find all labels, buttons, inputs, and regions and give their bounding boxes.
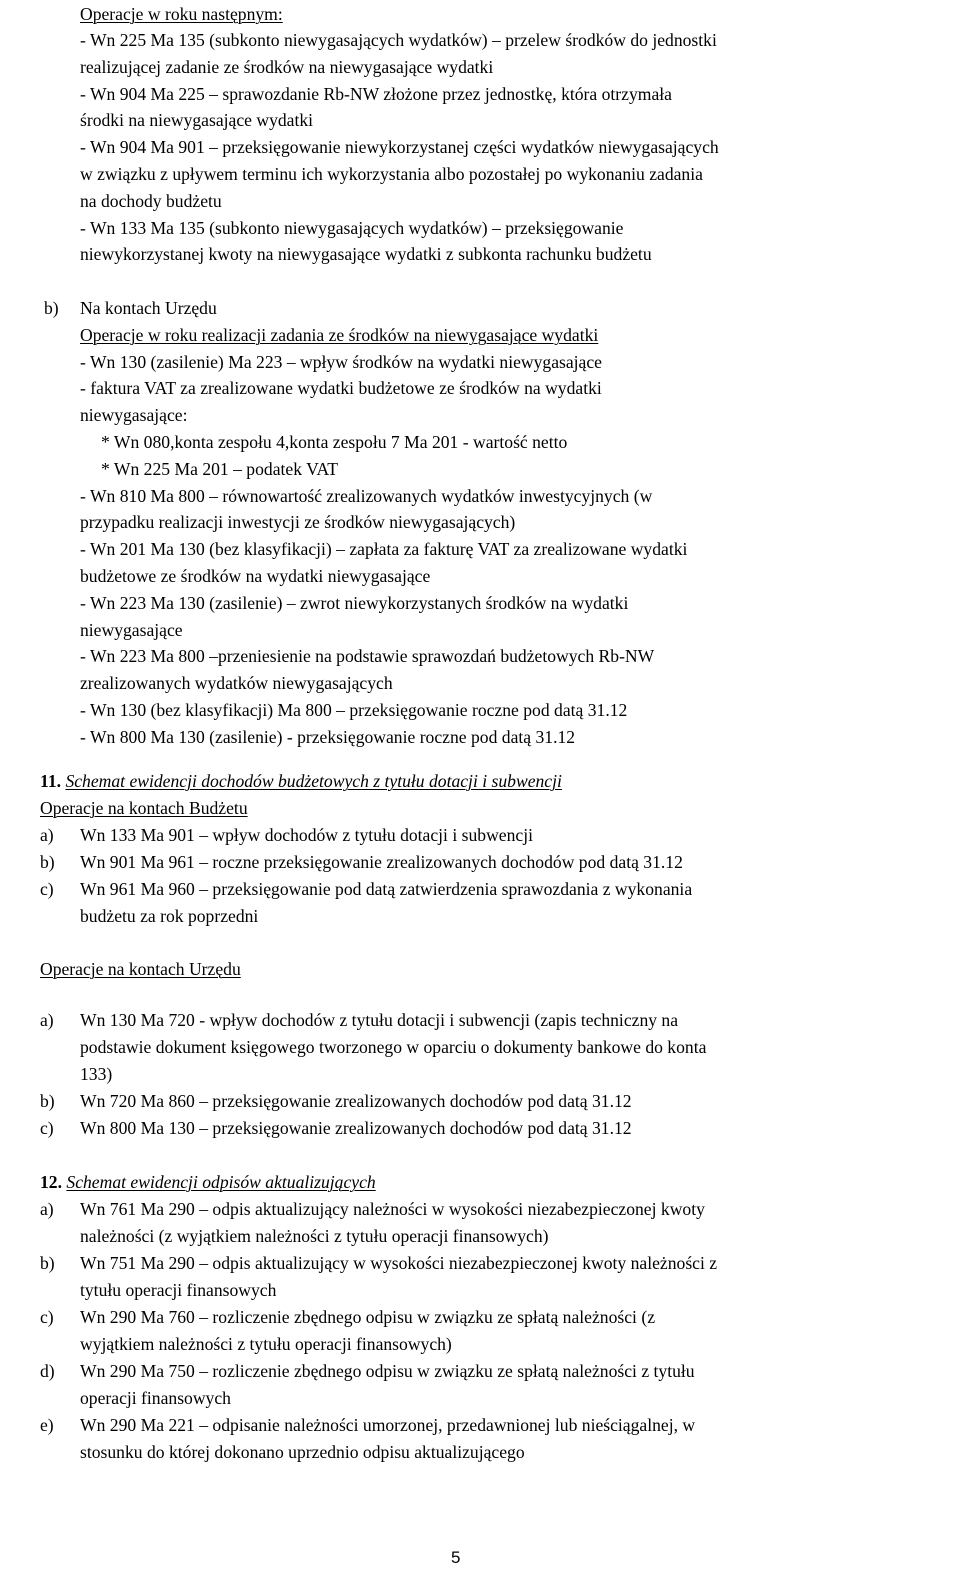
text-line: zrealizowanych wydatków niewygasających bbox=[80, 673, 393, 693]
text-line: - Wn 904 Ma 225 – sprawozdanie Rb-NW złożone przez jednostkę, która otrzymała bbox=[80, 84, 672, 104]
list-marker: b) bbox=[40, 1253, 55, 1273]
list-marker: e) bbox=[40, 1415, 54, 1435]
list-item-cont: wyjątkiem należności z tytułu operacji finansowych) bbox=[80, 1334, 452, 1354]
subheading-next-year: Operacje w roku następnym: bbox=[80, 4, 283, 24]
list-item: Wn 751 Ma 290 – odpis aktualizujący w wysokości niezabezpieczonej kwoty należności z bbox=[80, 1253, 718, 1273]
subheading-office: Na kontach Urzędu bbox=[80, 298, 217, 318]
list-item: Wn 290 Ma 221 – odpisanie należności umorzonej, przedawnionej lub nieściągalnej, w bbox=[80, 1415, 696, 1435]
text-line: przypadku realizacji inwestycji ze środków niewygasających) bbox=[80, 512, 516, 532]
list-marker: c) bbox=[40, 879, 54, 899]
text-line: - faktura VAT za zrealizowane wydatki budżetowe ze środków na wydatki bbox=[80, 378, 602, 398]
text-line: budżetowe ze środków na wydatki niewygasające bbox=[80, 566, 431, 586]
text-line: środki na niewygasające wydatki bbox=[80, 110, 314, 130]
text-line: realizującej zadanie ze środków na niewygasające wydatki bbox=[80, 57, 494, 77]
list-item: Wn 901 Ma 961 – roczne przeksięgowanie zrealizowanych dochodów pod datą 31.12 bbox=[80, 852, 683, 872]
list-marker: b) bbox=[44, 298, 59, 318]
subheading-budget-accounts: Operacje na kontach Budżetu bbox=[40, 798, 248, 818]
list-item: Wn 133 Ma 901 – wpływ dochodów z tytułu dotacji i subwencji bbox=[80, 825, 533, 845]
list-marker: c) bbox=[40, 1307, 54, 1327]
text-line: - Wn 800 Ma 130 (zasilenie) - przeksięgowanie roczne pod datą 31.12 bbox=[80, 727, 576, 747]
subheading-current-year: Operacje w roku realizacji zadania ze środków na niewygasające wydatki bbox=[80, 325, 599, 345]
list-item: Wn 761 Ma 290 – odpis aktualizujący należności w wysokości niezabezpieczonej kwoty bbox=[80, 1199, 705, 1219]
list-marker: b) bbox=[40, 1091, 55, 1111]
text-line: - Wn 133 Ma 135 (subkonto niewygasających wydatków) – przeksięgowanie bbox=[80, 218, 624, 238]
section-number: 12. bbox=[40, 1172, 62, 1192]
list-item: Wn 290 Ma 760 – rozliczenie zbędnego odpisu w związku ze spłatą należności (z bbox=[80, 1307, 656, 1327]
list-marker: b) bbox=[40, 852, 55, 872]
text-line: - Wn 810 Ma 800 – równowartość zrealizowanych wydatków inwestycyjnych (w bbox=[80, 486, 653, 506]
section-12-heading bbox=[40, 1174, 376, 1192]
list-item-cont: 133) bbox=[80, 1064, 113, 1084]
section-11-heading bbox=[40, 773, 562, 791]
list-marker: a) bbox=[40, 825, 54, 845]
list-item: Wn 720 Ma 860 – przeksięgowanie zrealizowanych dochodów pod datą 31.12 bbox=[80, 1091, 632, 1111]
text-line: - Wn 201 Ma 130 (bez klasyfikacji) – zapłata za fakturę VAT za zrealizowane wydatki bbox=[80, 539, 688, 559]
list-marker: c) bbox=[40, 1118, 54, 1138]
text-line: - Wn 225 Ma 135 (subkonto niewygasających wydatków) – przelew środków do jednostki bbox=[80, 30, 717, 50]
subheading-office-accounts: Operacje na kontach Urzędu bbox=[40, 959, 241, 979]
section-title: Schemat ewidencji odpisów aktualizujących bbox=[66, 1172, 376, 1192]
list-item: Wn 961 Ma 960 – przeksięgowanie pod datą zatwierdzenia sprawozdania z wykonania bbox=[80, 879, 693, 899]
section-number: 11. bbox=[40, 771, 62, 791]
text-line: w związku z upływem terminu ich wykorzystania albo pozostałej po wykonaniu zadania bbox=[80, 164, 703, 184]
list-item-cont: budżetu za rok poprzedni bbox=[80, 906, 259, 926]
text-line: - Wn 904 Ma 901 – przeksięgowanie niewykorzystanej części wydatków niewygasających bbox=[80, 137, 719, 157]
list-item: Wn 130 Ma 720 - wpływ dochodów z tytułu dotacji i subwencji (zapis techniczny na bbox=[80, 1010, 679, 1030]
text-line: na dochody budżetu bbox=[80, 191, 222, 211]
page-number: 5 bbox=[451, 1548, 461, 1567]
text-line: - Wn 223 Ma 130 (zasilenie) – zwrot niewykorzystanych środków na wydatki bbox=[80, 593, 629, 613]
list-item: Wn 800 Ma 130 – przeksięgowanie zrealizowanych dochodów pod datą 31.12 bbox=[80, 1118, 632, 1138]
list-item: Wn 290 Ma 750 – rozliczenie zbędnego odpisu w związku ze spłatą należności z tytułu bbox=[80, 1361, 695, 1381]
text-line: * Wn 225 Ma 201 – podatek VAT bbox=[101, 459, 339, 479]
list-item-cont: operacji finansowych bbox=[80, 1388, 231, 1408]
list-item-cont: tytułu operacji finansowych bbox=[80, 1280, 277, 1300]
text-line: * Wn 080,konta zespołu 4,konta zespołu 7 Ma 201 - wartość netto bbox=[101, 432, 568, 452]
list-item-cont: należności (z wyjątkiem należności z tytułu operacji finansowych) bbox=[80, 1226, 549, 1246]
text-line: - Wn 130 (zasilenie) Ma 223 – wpływ środków na wydatki niewygasające bbox=[80, 352, 602, 372]
text-line: - Wn 130 (bez klasyfikacji) Ma 800 – przeksięgowanie roczne pod datą 31.12 bbox=[80, 700, 628, 720]
list-item-cont: stosunku do której dokonano uprzednio odpisu aktualizującego bbox=[80, 1442, 525, 1462]
list-marker: a) bbox=[40, 1010, 54, 1030]
section-title: Schemat ewidencji dochodów budżetowych z tytułu dotacji i subwencji bbox=[65, 771, 562, 791]
text-line: niewykorzystanej kwoty na niewygasające wydatki z subkonta rachunku budżetu bbox=[80, 244, 652, 264]
list-item-cont: podstawie dokument księgowego tworzonego w oparciu o dokumenty bankowe do konta bbox=[80, 1037, 707, 1057]
text-line: - Wn 223 Ma 800 –przeniesienie na podstawie sprawozdań budżetowych Rb-NW bbox=[80, 646, 655, 666]
text-line: niewygasające bbox=[80, 620, 183, 640]
text-line: niewygasające: bbox=[80, 405, 188, 425]
list-marker: d) bbox=[40, 1361, 55, 1381]
list-marker: a) bbox=[40, 1199, 54, 1219]
